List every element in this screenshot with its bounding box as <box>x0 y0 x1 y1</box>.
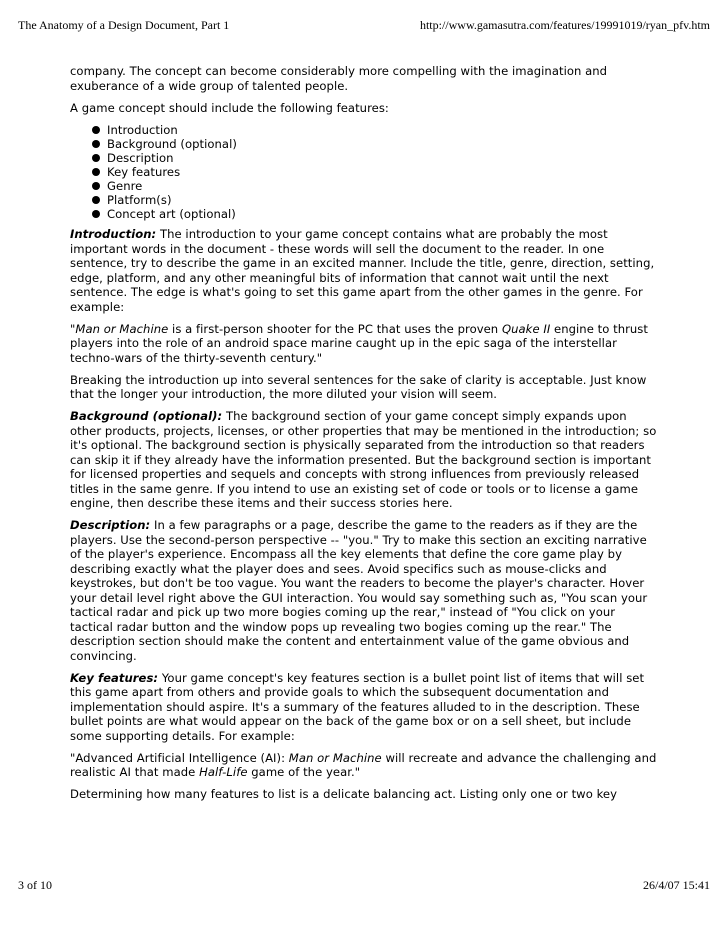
list-item: Introduction <box>107 123 660 137</box>
paragraph: company. The concept can become considerably more compelling with the imagination and exuberance of a wide group of talented people. <box>70 64 608 93</box>
section-lead: Introduction: <box>70 227 157 242</box>
print-timestamp: 26/4/07 15:41 <box>642 878 710 892</box>
list-item: Concept art (optional) <box>107 207 660 221</box>
engine-name: Quake II <box>501 321 551 336</box>
section-lead: Key features: <box>70 670 159 685</box>
introduction-paragraph <box>70 227 660 314</box>
feature-list <box>70 123 660 222</box>
description-paragraph <box>70 518 660 663</box>
list-item: Description <box>107 151 660 165</box>
list-item: Key features <box>107 165 660 179</box>
section-lead: Background (optional): <box>70 409 223 424</box>
list-item: Genre <box>107 179 660 193</box>
article-body <box>70 64 660 809</box>
example-quote <box>70 322 660 366</box>
list-item: Background (optional) <box>107 137 660 151</box>
paragraph-text: In a few paragraphs or a page, describe the game to the readers as if they are the players. Use the second-person perspective -- "you." Try to make this section an exciting narrative of the player's experience. Encompass all the key elements that define the core game play by describing exactly what the player does and sees. Avoid specifics such as mouse-clicks and keystrokes, but don't be too vague. You want the readers to become the player's character. Hover your detail level right above the GUI interaction. You would say something such as, "You scan your tactical radar and pick up two more bogies coming up the rear," instead of "You click on your tactical radar button and the window pops up revealing two bogies coming up the rear." The description section should make the content and entertainment value of the game obvious and convincing. <box>70 518 648 663</box>
key-features-paragraph <box>70 671 660 744</box>
section-lead: Description: <box>70 518 151 533</box>
page-header-url: http://www.gamasutra.com/features/19991019/ryan_pfv.htm <box>419 18 710 32</box>
paragraph: Determining how many features to list is a delicate balancing act. Listing only one or two key <box>70 787 618 802</box>
paragraph-text: Your game concept's key features section is a bullet point list of items that will set this game apart from others and provide goals to which the subsequent documentation and implementation should aspire. It's a summary of the features alluded to in the description. These bullet points are what would appear on the back of the game box or on a sell sheet, but include some supporting details. For example: <box>70 670 645 743</box>
quote-text: "Advanced Artificial Intelligence (AI): <box>70 750 289 765</box>
page-number: 3 of 10 <box>18 878 52 892</box>
paragraph: Breaking the introduction up into several sentences for the sake of clarity is acceptable. Just know that the longer your introduction, the more diluted your vision will seem. <box>70 372 647 402</box>
list-item: Platform(s) <box>107 193 660 207</box>
quote-text: will recreate and advance the challenging and realistic AI that made <box>70 750 657 780</box>
game-title: Half-Life <box>199 765 248 780</box>
quote-text: game of the year." <box>247 765 361 780</box>
game-title: Man or Machine <box>288 750 382 765</box>
game-title: Man or Machine <box>75 321 169 336</box>
paragraph-text: The background section of your game concept simply expands upon other products, projects, licenses, or other properties that may be mentioned in the introduction; so it's optional. The background section is physically separated from the introduction so that readers can skip it if they already have the information presented. But the background section is important for licensed properties and sequels and concepts with strong influences from previously released titles in the same genre. If you intend to use an existing set of code or tools or to license a game engine, then describe these items and their success stories here. <box>70 409 657 511</box>
background-paragraph <box>70 409 660 511</box>
paragraph: A game concept should include the following features: <box>70 100 389 115</box>
quote-text: " <box>70 321 76 336</box>
example-quote <box>70 751 660 780</box>
paragraph-text: The introduction to your game concept contains what are probably the most important words in the document - these words will sell the document to the reader. In one sentence, try to describe the game in an excited manner. Include the title, genre, direction, setting, edge, platform, and any other meaningful bits of information that cannot wait until the next sentence. The edge is what's going to set this game apart from the other games in the genre. For example: <box>70 227 655 314</box>
quote-text: is a first-person shooter for the PC that uses the proven <box>168 321 502 336</box>
page-header-title: The Anatomy of a Design Document, Part 1 <box>18 18 230 32</box>
quote-text: engine to thrust players into the role of an android space marine caught up in the epic saga of the interstellar techno-wars of the thirty-seventh century." <box>70 321 648 365</box>
